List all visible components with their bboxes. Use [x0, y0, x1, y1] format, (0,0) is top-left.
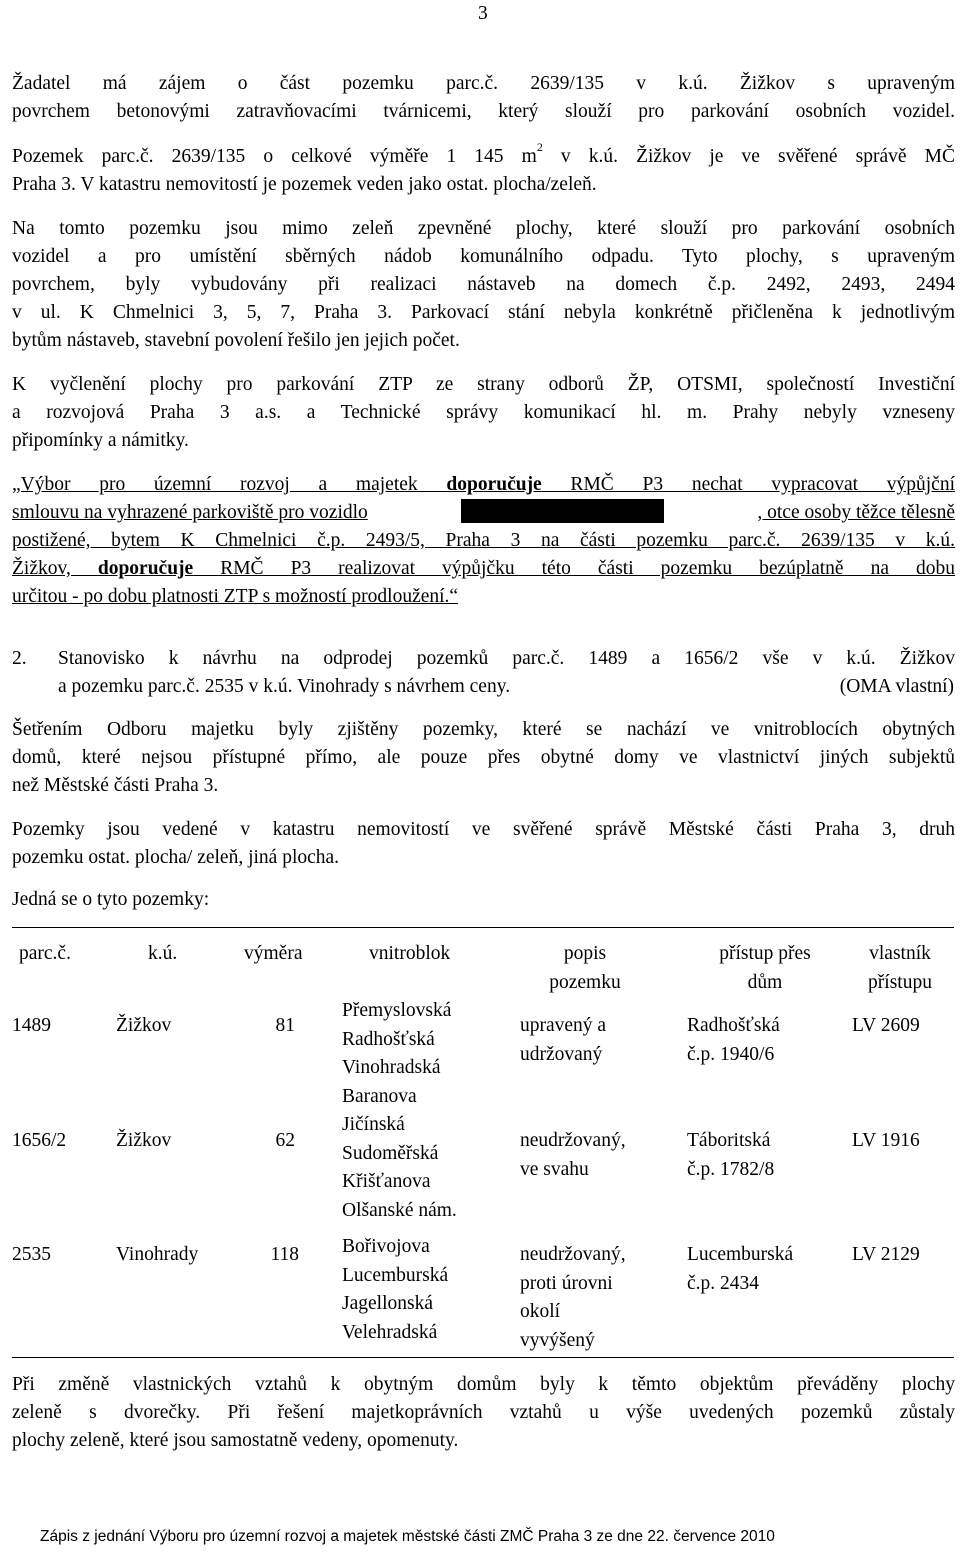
- resolution-line1: [12, 471, 955, 499]
- resolution-line2-text: smlouvu na vyhrazené parkoviště pro vozidlo: [12, 502, 368, 523]
- para6-line1: Pozemky jsou vedené v katastru nemovitostí ve svěřené správě Městské části Praha 3, druh: [12, 819, 955, 840]
- row1-vnitroblok-1: Přemyslovská: [342, 1000, 452, 1021]
- table-bottom-rule: [12, 1357, 954, 1358]
- para4-line2: a rozvojová Praha 3 a.s. a Technické správy komunikací hl. m. Prahy nebyly vzneseny: [12, 402, 955, 423]
- row1-vnitroblok-3: Vinohradská: [342, 1057, 441, 1078]
- para5-line2: domů, které nejsou přístupné přímo, ale pouze přes obytné domy ve vlastnictví jiných subjektů: [12, 747, 955, 768]
- row3-vlastnik: LV 2129: [852, 1244, 920, 1265]
- header-vlastnik: [845, 940, 955, 997]
- header-vnitroblok: vnitroblok: [369, 943, 451, 964]
- row3-pristup: [687, 1241, 793, 1298]
- item2-line1: Stanovisko k návrhu na odprodej pozemků parc.č. 1489 a 1656/2 vše v k.ú. Žižkov: [58, 648, 955, 669]
- header-popis-2: pozemku: [549, 971, 621, 993]
- row3-popis: [520, 1241, 626, 1355]
- row3-ku: Vinohrady: [116, 1244, 199, 1265]
- recommend-bold-2: doporučuje: [97, 558, 194, 579]
- para2-line1-text-end: v k.ú. Žižkov je ve svěřené správě MČ: [542, 146, 955, 167]
- redaction-box: [461, 499, 664, 523]
- item2-number: 2.: [12, 648, 27, 669]
- row3-vnitroblok-4: Velehradská: [342, 1321, 438, 1343]
- row2-ku: Žižkov: [116, 1130, 172, 1151]
- resolution-line2: [12, 499, 955, 527]
- table-intro: Jedná se o tyto pozemky:: [12, 889, 210, 910]
- row1-popis-1: upravený a: [520, 1015, 607, 1036]
- resolution-line5: určitou - po dobu platnosti ZTP s možností prodloužení.“: [12, 586, 459, 607]
- header-vymera: výměra: [244, 943, 303, 964]
- row1-vymera: 81: [275, 1015, 295, 1036]
- item2-tag: (OMA vlastní): [839, 676, 954, 697]
- row1-pristup-2: č.p. 1940/6: [687, 1043, 775, 1065]
- para2-line1: [12, 140, 955, 171]
- row1-vnitroblok-4: Baranova: [342, 1085, 417, 1107]
- para5-line1: Šetřením Odboru majetku byly zjištěny pozemky, které se nachází ve vnitroblocích obytných: [12, 719, 955, 740]
- resolution-line4-text: Žižkov,: [12, 558, 98, 579]
- para3-line5: bytům nástaveb, stavební povolení řešilo jen jejich počet.: [12, 330, 460, 351]
- row3-popis-1: neudržovaný,: [520, 1244, 626, 1265]
- resolution-line4: [12, 555, 955, 583]
- header-ku: k.ú.: [148, 943, 178, 964]
- row1-vnitroblok: [342, 997, 451, 1111]
- para3-line2: vozidel a pro umístění sběrných nádob komunálního odpadu. Tyto plochy, s upraveným: [12, 246, 955, 267]
- header-pristup: [700, 940, 830, 997]
- item2-line2: a pozemku parc.č. 2535 v k.ú. Vinohrady s návrhem ceny.: [58, 676, 511, 697]
- row1-parc: 1489: [12, 1015, 51, 1036]
- resolution-line2-text-end: , otce osoby těžce tělesně: [757, 502, 955, 523]
- row2-parc: 1656/2: [12, 1130, 67, 1151]
- para7-line1: Při změně vlastnických vztahů k obytným domům byly k těmto objektům převáděny plochy: [12, 1374, 955, 1395]
- page-number: 3: [478, 3, 488, 24]
- header-vlastnik-1: vlastník: [869, 943, 931, 964]
- para4-line1: K vyčlenění plochy pro parkování ZTP ze strany odborů ŽP, OTSMI, společností Investiční: [12, 374, 955, 395]
- header-parc: parc.č.: [19, 943, 71, 964]
- row3-parc: 2535: [12, 1244, 51, 1265]
- row2-pristup: [687, 1127, 774, 1184]
- row1-pristup: [687, 1012, 780, 1069]
- row2-pristup-1: Táboritská: [687, 1130, 771, 1151]
- para1-line1: Žadatel má zájem o část pozemku parc.č. 2639/135 v k.ú. Žižkov s upraveným: [12, 73, 955, 94]
- para7-line2: zeleně s dvorečky. Při řešení majetkoprávních vztahů u výše uvedených pozemků zůstaly: [12, 1402, 955, 1423]
- header-pristup-2: dům: [747, 971, 783, 993]
- resolution-line1-text-end: RMČ P3 nechat vypracovat výpůjční: [541, 474, 956, 495]
- row3-vnitroblok: [342, 1233, 448, 1347]
- row3-vnitroblok-3: Jagellonská: [342, 1293, 433, 1314]
- header-vlastnik-2: přístupu: [868, 971, 932, 993]
- para3-line1: Na tomto pozemku jsou mimo zeleň zpevněné plochy, které slouží pro parkování osobních: [12, 218, 955, 239]
- para1-line2: povrchem betonovými zatravňovacími tvárnicemi, který slouží pro parkování osobních vozidel.: [12, 101, 955, 122]
- row2-vnitroblok: [342, 1111, 457, 1225]
- resolution-line3: postižené, bytem K Chmelnici č.p. 2493/5, Praha 3 na části pozemku parc.č. 2639/135 v k.ú.: [12, 530, 955, 551]
- para7-line3: plochy zeleně, které jsou samostatně vedeny, opomenuty.: [12, 1430, 459, 1451]
- row3-pristup-1: Lucemburská: [687, 1244, 794, 1265]
- row3-vnitroblok-1: Bořivojova: [342, 1236, 430, 1257]
- row1-popis-2: udržovaný: [520, 1043, 603, 1065]
- para3-line4: v ul. K Chmelnici 3, 5, 7, Praha 3. Parkovací stání nebyla konkrétně přičleněna k jednotlivým: [12, 302, 955, 323]
- row2-popis-1: neudržovaný,: [520, 1130, 626, 1151]
- recommend-bold: doporučuje: [446, 474, 542, 495]
- para5-line3: než Městské části Praha 3.: [12, 775, 219, 796]
- resolution-line1-text: „Výbor pro územní rozvoj a majetek: [12, 474, 447, 495]
- superscript-2: 2: [536, 140, 543, 154]
- header-pristup-1: přístup přes: [719, 943, 811, 964]
- row1-vlastnik: LV 2609: [852, 1015, 920, 1036]
- para4-line3: připomínky a námitky.: [12, 430, 189, 451]
- row1-pristup-1: Radhošťská: [687, 1015, 780, 1036]
- para3-line3: povrchem, byly vybudovány při realizaci nástaveb na domech č.p. 2492, 2493, 2494: [12, 274, 955, 295]
- row2-vlastnik: LV 1916: [852, 1130, 920, 1151]
- row2-popis: [520, 1127, 626, 1184]
- row2-vnitroblok-3: Křišťanova: [342, 1171, 431, 1192]
- row3-popis-4: vyvýšený: [520, 1329, 595, 1351]
- row2-vnitroblok-2: Sudoměřská: [342, 1142, 439, 1164]
- row2-vnitroblok-4: Olšanské nám.: [342, 1199, 457, 1221]
- row3-popis-2: proti úrovni: [520, 1272, 613, 1294]
- resolution-line4-text-end: RMČ P3 realizovat výpůjčku této části pozemku bezúplatně na dobu: [193, 558, 956, 579]
- row2-pristup-2: č.p. 1782/8: [687, 1158, 775, 1180]
- row3-pristup-2: č.p. 2434: [687, 1272, 760, 1294]
- row1-ku: Žižkov: [116, 1015, 172, 1036]
- row3-vnitroblok-2: Lucemburská: [342, 1264, 449, 1286]
- row1-popis: [520, 1012, 606, 1069]
- para2-line1-text: Pozemek parc.č. 2639/135 o celkové výměře 1 145 m: [12, 146, 537, 167]
- row3-vymera: 118: [270, 1244, 299, 1265]
- header-popis: [520, 940, 650, 997]
- row2-vymera: 62: [275, 1130, 295, 1151]
- header-popis-1: popis: [563, 943, 607, 964]
- row3-popis-3: okolí: [520, 1301, 561, 1322]
- table-top-rule: [12, 927, 954, 928]
- row2-popis-2: ve svahu: [520, 1158, 589, 1180]
- row2-vnitroblok-1: Jičínská: [342, 1114, 405, 1135]
- page-footer: Zápis z jednání Výboru pro územní rozvoj a majetek městské části ZMČ Praha 3 ze dne 22. července 2010: [40, 1528, 775, 1545]
- para6-line2: pozemku ostat. plocha/ zeleň, jiná plocha.: [12, 847, 340, 868]
- row1-vnitroblok-2: Radhošťská: [342, 1028, 435, 1050]
- para2-line2: Praha 3. V katastru nemovitostí je pozemek veden jako ostat. plocha/zeleň.: [12, 174, 597, 195]
